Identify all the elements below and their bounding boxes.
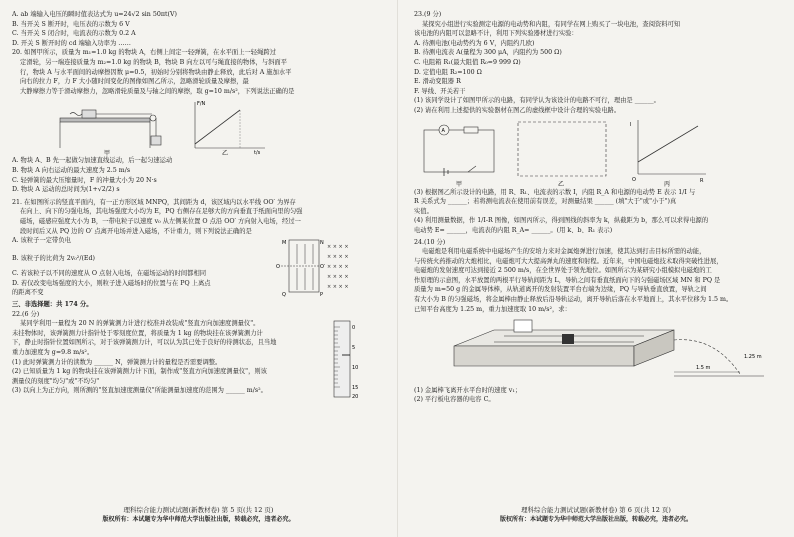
svg-text:× × × ×: × × × × [327,254,349,261]
equipment-item: F. 导线、开关若干 [414,87,466,95]
scale-tick-label: 0 [352,325,356,332]
question-23-part: R 关系式为 ______；若将测电流表在使用前有误差，对测量结果 ______ (填"大于"或"小于")真 [414,198,677,206]
point-label: P [320,292,324,299]
field-region-figure [275,236,375,298]
question-22-heading: 22.(6 分) [12,310,40,318]
question-21-line: 在向上、向下的匀强电场，其电场强度大小均为 E，PQ 右侧存在足够大的方向垂直于纸面向里的匀强 [20,208,303,216]
equipment-item: B. 待测电流表 A(量程为 300 μA，内阻约为 500 Ω) [414,49,562,57]
question-20-line: 定滑轮，另一端连接质量为 m₂=1.0 kg 的物块 B，物块 B 向左以可与绳直接的物体，与斜面平 [20,58,287,66]
answer-option: A. 物块 A、B 先一起做匀加速直线运动，后一起匀速运动 [12,157,173,165]
axis-label: O [632,176,636,183]
option-line: B. 当开关 S 断开时，电压表的示数为 6 V [12,20,130,28]
equipment-item: A. 待测电池(电动势约为 6 V，内阻约几欧) [414,39,535,47]
answer-option: C. 轻弹簧的最大压缩量时，F 的冲量大小为 20 N·s [12,176,157,184]
figure-label: 甲 [104,150,111,157]
scale-tick-label: 15 [352,385,359,392]
question-20-line: 向右的拉力 F，力 F 大小随时间变化的图像如图乙所示，忽略滑轮质量及摩擦，最 [20,78,249,86]
circuit-figure [414,118,504,188]
point-label: O [276,264,280,271]
figure-label: 甲 [456,180,463,188]
page-right [397,0,794,537]
question-24-part: (2) 平行板电容器的电容 C。 [414,396,495,404]
point-label: N [320,240,324,247]
question-22-text [12,319,312,396]
question-22-line: (1) 此时弹簧测力计的读数为 ______ N，弹簧测力计的量程是否需要调整。 [12,358,222,366]
question-23-part: (3) 根据图乙所示设计的电路，用 R、R₁、电流表的示数 I，内阻 R_A 和电源的电动势 E 表示 1/I 与 [414,188,696,196]
question-23-figures [414,118,780,188]
point-label: M [282,240,287,247]
height-label: 1.25 m [744,354,762,361]
question-22-line: 重力加速度为 g=9.8 m/s²。 [12,349,94,357]
force-time-graph [180,98,270,156]
figure-label: 乙 [558,180,565,188]
equipment-item: E. 滑动变阻器 R [414,78,461,86]
axis-label: R [700,177,704,184]
answer-option: B. 物块 A 向右运动的最大速度为 2.5 m/s [12,166,131,174]
rail-launcher-figure [444,316,774,380]
question-23-intro: 某探究小组进行实验测定电源的电动势和内阻，有同学在网上购买了一块电池，查阅资料可知 [422,20,681,28]
point-label: O′ [320,264,326,271]
answer-option: D. 物块 A 运动的总时间为(1+√2/2) s [12,186,120,194]
question-22-line: 测量仪的刻度"均匀"或"不均匀" [12,377,100,385]
footer-title: 理科综合能力测试试题(新教材卷) 第 6 页(共 12 页) [521,506,671,514]
spring-scale-figure [320,319,375,401]
page-footer-right [398,505,794,525]
question-24-line: 已知平台高度为 1.25 m，重力加速度取 10 m/s²，求： [414,305,571,313]
pulley-figure [52,98,172,156]
section-heading: 三、非选择题：共 174 分。 [12,301,93,309]
inverse-current-graph [620,118,710,188]
question-21-line: 磁场，磁感应强度大小为 B，一带电粒子以速度 v₀ 从左侧某位置 O 点沿 OO′ 方向射入电场，经过一 [20,217,301,225]
question-24-part: (1) 金属棒飞离开水平台时的速度 v₁； [414,386,522,394]
question-24-heading: 24.(10 分) [414,238,446,246]
svg-text:× × × ×: × × × × [327,244,349,251]
question-22-line: 某同学利用一量程为 20 N 的弹簧测力计进行校准并改装成"竖直方向加速度测量仪"。 [20,320,260,328]
question-24-line: 电磁炮的发射速度可达到接近 2 500 m/s，在全世界处于领先地位。如图所示为某研究小组模拟电磁炮的工 [414,267,712,275]
page-footer-left [0,505,397,525]
option-line: D. 开关 S 断开时的 cd 端输入功率为 …… [12,39,131,47]
question-23-intro: 该电池的内阻可以忽略不计，利用下列实验器材进行实验： [414,30,578,38]
question-24-line: 质量为 m=50 g 的金属导体棒，从轨道离开的发射装置平台右端为边缘，PQ 与导轨垂直放置，导轨之间 [414,286,707,294]
question-23-sub: (2) 请在利用上述提供的实验器材在图乙的虚线框中设计合理的实验电路。 [414,106,621,114]
question-21-block [12,236,383,298]
figure-label: 丙 [664,180,671,188]
equipment-item: C. 电阻箱 R₁(最大阻值 R₀=9 999 Ω) [414,58,521,66]
question-20-line: 20. 如图甲所示，质量为 m₁=1.0 kg 的物块 A，右侧上间定一轻弹簧，在水平面上一轻绳跨过 [12,49,276,57]
axis-label: t/s [254,150,261,157]
question-22-line: 下，静止时指针位置如图所示，对于该弹簧测力计，可以认为其已处于良好的待测状态，且当地 [12,339,277,347]
question-22-line: (3) 以向上为正方向，则所测的"竖直加速度测量仪"所能测量加速度的范围为 ______ m/s²。 [12,387,267,395]
figure-label: 乙 [222,150,229,157]
question-21-options [12,236,267,298]
question-24-line: 有大小为 B 的匀强磁场，将金属棒由静止释放后沿导轨运动，离开导轨后落在水平地面上，其水平位移为 1.5 m。 [414,296,733,304]
footer-copyright: 版权所有：本试题专为华中师范大学出版社出版，转载必究，违者必究。 [102,516,295,523]
answer-option: D. 若仅改变电场强度的大小，则粒子进入磁场时的位置与在 PQ 上离点 [12,279,211,287]
question-21-line: 21. 在如图所示的竖直平面内，有一正方形区域 MNPQ，其间距为 d，该区域内以水平线 OO′ 为界存 [12,198,296,206]
question-20-figures [52,98,383,156]
question-21-line: 段时间后又从 PQ 边的 O′ 点离开电场并进入磁场，不计重力，则下列说法正确的是 [20,227,252,235]
axis-label: I [630,121,632,128]
design-box-figure [512,118,612,188]
answer-option: C. 若该粒子以不同的速度从 O 点射入电场，在磁场运动的时间都相同 [12,270,207,278]
question-24-line: 与传统火药推动的大炮相比，电磁炮可大大提高弹丸的速度和射程。近年来，中国电磁炮技术取得突破性进展， [414,257,723,265]
scale-tick-label: 10 [352,365,359,372]
question-22-line: 未挂物体时，该弹簧测力计指针处于零刻度位置，将质量为 1 kg 的物块挂在该弹簧测力计 [12,329,263,337]
scale-tick-label: 5 [352,345,356,352]
svg-text:A: A [441,127,445,134]
question-23-part: (4) 利用测量数据，作 1/I-R 图像，如图丙所示，得到图线的斜率为 k，纵截距为 b，那么可以求得电源的 [414,217,709,225]
question-23-part: 实值。 [414,207,433,215]
answer-option: 的距离不变 [12,289,44,297]
svg-text:× × × ×: × × × × [327,264,349,271]
question-24-line: 作原理的示意图，水平放置的两根平行导轨间距为 L，导轨之间有垂直纸面向下的匀强磁场区域 MN 和 PQ 是 [414,276,721,284]
distance-label: 1.5 m [696,365,711,372]
equipment-item: D. 定值电阻 R₂=100 Ω [414,68,482,76]
question-20-line: 大静摩擦力等于滑动摩擦力，忽略滑轮质量及与轴之间的摩擦，取 g=10 m/s²，下列说法正确的是 [20,87,295,95]
scale-tick-label: 20 [352,394,359,401]
question-22-line: (2) 已知质量为 1 kg 的物块挂在该弹簧测力计下面，制作成"竖直方向加速度测量仪"，则该 [12,368,267,376]
answer-option: B. 该粒子的比荷为 2v₀²/(Ed) [12,254,95,262]
answer-option: A. 该粒子一定带负电 [12,237,71,245]
svg-text:× × × ×: × × × × [327,284,349,291]
point-label: Q [282,292,286,299]
question-23-part: 电动势 E= ______，电流表的内阻 R_A= ______。(用 k、b、R₁ 表示) [414,226,613,234]
question-20-line: 行，物块 A 与水平面间的动摩擦因数 μ=0.5，初始时分别将物块由静止释放，此后对 A 施加水平 [20,68,292,76]
question-22-block [12,319,383,401]
footer-title: 理科综合能力测试试题(新教材卷) 第 5 页(共 12 页) [123,506,274,514]
footer-copyright: 版权所有：本试题专为华中师范大学出版社出版，转载必究，违者必究。 [499,516,692,523]
question-23-sub: (1) 该同学设计了如图甲所示的电路，有同学认为该设计的电路不可行，理由是 ______。 [414,97,660,105]
option-line: C. 当开关 S 闭合时，电流表的示数为 0.2 A [12,30,136,38]
question-24-line: 电磁炮是利用电磁系统中电磁场产生的安培力来对金属炮弹进行加速，使其达到打击目标所需的动能， [422,248,706,256]
question-23-heading: 23.(9 分) [414,11,442,18]
svg-text:× × × ×: × × × × [327,274,349,281]
option-line: A. ab 端输入电压的瞬时值表达式为 u=24√2 sin 50πt(V) [12,11,178,18]
axis-label: F/N [197,101,206,108]
